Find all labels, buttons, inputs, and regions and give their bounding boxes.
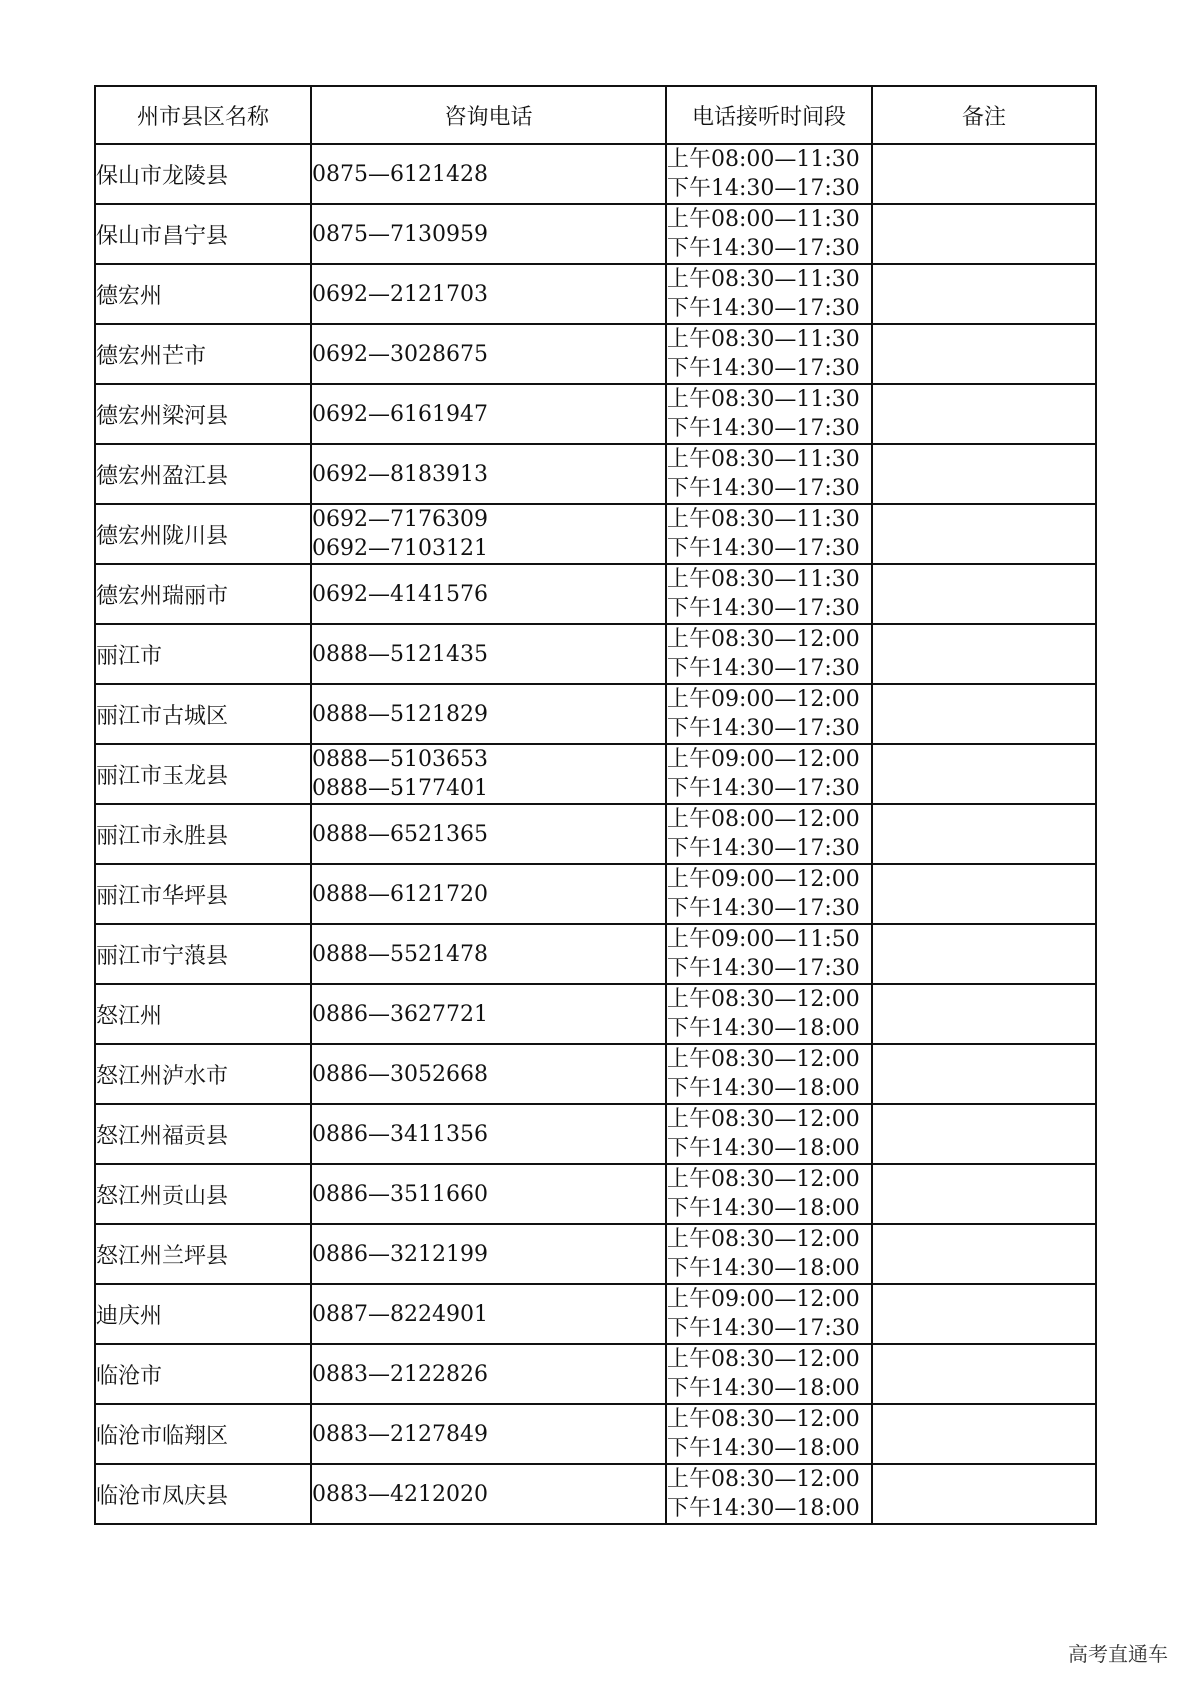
phone-cell <box>311 264 666 324</box>
region-name-cell: 德宏州瑞丽市 <box>95 564 311 624</box>
morning-hours: 上午08:30—12:00 <box>667 1167 860 1192</box>
phone-cell <box>311 1104 666 1164</box>
region-name-cell: 德宏州 <box>95 264 311 324</box>
phone-cell <box>311 444 666 504</box>
table-row <box>95 1224 1096 1284</box>
region-name-cell: 怒江州兰坪县 <box>95 1224 311 1284</box>
table-row <box>95 144 1096 204</box>
hours-cell <box>666 384 872 444</box>
region-name-cell: 怒江州福贡县 <box>95 1104 311 1164</box>
phone-number: 0875—6121428 <box>312 161 488 187</box>
morning-hours: 上午08:30—12:00 <box>667 1107 860 1132</box>
morning-hours: 上午08:30—12:00 <box>667 1407 860 1432</box>
afternoon-hours: 下午14:30—17:30 <box>667 476 860 501</box>
afternoon-hours: 下午14:30—18:00 <box>667 1436 860 1461</box>
morning-hours: 上午09:00—12:00 <box>667 687 860 712</box>
morning-hours: 上午09:00—12:00 <box>667 747 860 772</box>
afternoon-hours: 下午14:30—17:30 <box>667 776 860 801</box>
hours-cell <box>666 204 872 264</box>
note-cell <box>872 144 1096 204</box>
header-note: 备注 <box>872 86 1096 144</box>
table-row <box>95 1344 1096 1404</box>
morning-hours: 上午08:30—12:00 <box>667 1347 860 1372</box>
table-row <box>95 1104 1096 1164</box>
note-cell <box>872 204 1096 264</box>
morning-hours: 上午08:00—11:30 <box>667 147 860 172</box>
phone-number: 0883—2127849 <box>312 1421 488 1447</box>
phone-number: 0886—3052668 <box>312 1061 488 1087</box>
phone-cell <box>311 564 666 624</box>
phone-number: 0888—6121720 <box>312 881 488 907</box>
phone-number: 0692—4141576 <box>312 581 488 607</box>
note-cell <box>872 624 1096 684</box>
morning-hours: 上午08:30—12:00 <box>667 987 860 1012</box>
afternoon-hours: 下午14:30—17:30 <box>667 596 860 621</box>
afternoon-hours: 下午14:30—17:30 <box>667 416 860 441</box>
hours-cell <box>666 144 872 204</box>
phone-number: 0692—7176309 <box>312 507 488 532</box>
header-hours: 电话接听时间段 <box>666 86 872 144</box>
note-cell <box>872 744 1096 804</box>
region-name-cell: 丽江市古城区 <box>95 684 311 744</box>
morning-hours: 上午08:30—11:30 <box>667 267 860 292</box>
region-name-cell: 丽江市宁蒗县 <box>95 924 311 984</box>
morning-hours: 上午08:30—12:00 <box>667 1227 860 1252</box>
hours-cell <box>666 864 872 924</box>
morning-hours: 上午08:00—12:00 <box>667 807 860 832</box>
morning-hours: 上午08:30—11:30 <box>667 327 860 352</box>
phone-cell <box>311 1284 666 1344</box>
afternoon-hours: 下午14:30—18:00 <box>667 1256 860 1281</box>
hours-cell <box>666 324 872 384</box>
phone-cell <box>311 1464 666 1524</box>
note-cell <box>872 1284 1096 1344</box>
phone-number: 0883—4212020 <box>312 1481 488 1507</box>
note-cell <box>872 804 1096 864</box>
note-cell <box>872 384 1096 444</box>
phone-number: 0886—3212199 <box>312 1241 488 1267</box>
afternoon-hours: 下午14:30—18:00 <box>667 1496 860 1521</box>
table-row <box>95 444 1096 504</box>
hours-cell <box>666 564 872 624</box>
hours-cell <box>666 264 872 324</box>
morning-hours: 上午08:30—12:00 <box>667 1467 860 1492</box>
region-name-cell: 迪庆州 <box>95 1284 311 1344</box>
note-cell <box>872 564 1096 624</box>
morning-hours: 上午08:30—11:30 <box>667 387 860 412</box>
note-cell <box>872 924 1096 984</box>
phone-number: 0888—5177401 <box>312 776 488 801</box>
phone-cell <box>311 1044 666 1104</box>
note-cell <box>872 444 1096 504</box>
hours-cell <box>666 1284 872 1344</box>
table-row <box>95 204 1096 264</box>
phone-number: 0886—3411356 <box>312 1121 488 1147</box>
phone-number: 0692—7103121 <box>312 536 488 561</box>
table-row <box>95 924 1096 984</box>
afternoon-hours: 下午14:30—18:00 <box>667 1016 860 1041</box>
morning-hours: 上午09:00—12:00 <box>667 867 860 892</box>
phone-cell <box>311 504 666 564</box>
table-row <box>95 744 1096 804</box>
hours-cell <box>666 684 872 744</box>
note-cell <box>872 1044 1096 1104</box>
region-name-cell: 丽江市玉龙县 <box>95 744 311 804</box>
hours-cell <box>666 504 872 564</box>
hours-cell <box>666 1044 872 1104</box>
header-region: 州市县区名称 <box>95 86 311 144</box>
header-phone: 咨询电话 <box>311 86 666 144</box>
afternoon-hours: 下午14:30—17:30 <box>667 296 860 321</box>
phone-cell <box>311 1344 666 1404</box>
note-cell <box>872 1344 1096 1404</box>
morning-hours: 上午08:30—11:30 <box>667 567 860 592</box>
region-name-cell: 保山市龙陵县 <box>95 144 311 204</box>
hours-cell <box>666 1404 872 1464</box>
phone-number: 0888—5121829 <box>312 701 488 727</box>
hours-cell <box>666 624 872 684</box>
note-cell <box>872 504 1096 564</box>
table-row <box>95 264 1096 324</box>
hours-cell <box>666 1344 872 1404</box>
table-row <box>95 504 1096 564</box>
morning-hours: 上午08:30—11:30 <box>667 447 860 472</box>
morning-hours: 上午08:30—12:00 <box>667 627 860 652</box>
table-row <box>95 864 1096 924</box>
region-name-cell: 德宏州盈江县 <box>95 444 311 504</box>
region-name-cell: 临沧市临翔区 <box>95 1404 311 1464</box>
hours-cell <box>666 444 872 504</box>
region-name-cell: 德宏州梁河县 <box>95 384 311 444</box>
phone-cell <box>311 744 666 804</box>
hours-cell <box>666 804 872 864</box>
note-cell <box>872 324 1096 384</box>
region-name-cell: 丽江市 <box>95 624 311 684</box>
phone-cell <box>311 324 666 384</box>
afternoon-hours: 下午14:30—17:30 <box>667 176 860 201</box>
afternoon-hours: 下午14:30—17:30 <box>667 836 860 861</box>
afternoon-hours: 下午14:30—17:30 <box>667 536 860 561</box>
phone-cell <box>311 804 666 864</box>
phone-number: 0888—5121435 <box>312 641 488 667</box>
table-row <box>95 1164 1096 1224</box>
note-cell <box>872 264 1096 324</box>
table-row <box>95 624 1096 684</box>
phone-cell <box>311 684 666 744</box>
region-name-cell: 怒江州贡山县 <box>95 1164 311 1224</box>
table-row <box>95 684 1096 744</box>
phone-number: 0886—3511660 <box>312 1181 488 1207</box>
table-row <box>95 984 1096 1044</box>
table-row <box>95 1044 1096 1104</box>
note-cell <box>872 1164 1096 1224</box>
phone-number: 0887—8224901 <box>312 1301 488 1327</box>
region-name-cell: 怒江州 <box>95 984 311 1044</box>
phone-number: 0692—8183913 <box>312 461 488 487</box>
hours-cell <box>666 1464 872 1524</box>
region-name-cell: 保山市昌宁县 <box>95 204 311 264</box>
hours-cell <box>666 924 872 984</box>
phone-number: 0888—5521478 <box>312 941 488 967</box>
contact-table <box>94 85 1097 1525</box>
phone-cell <box>311 144 666 204</box>
hours-cell <box>666 1104 872 1164</box>
region-name-cell: 丽江市永胜县 <box>95 804 311 864</box>
phone-cell <box>311 624 666 684</box>
afternoon-hours: 下午14:30—17:30 <box>667 1316 860 1341</box>
afternoon-hours: 下午14:30—18:00 <box>667 1136 860 1161</box>
phone-number: 0888—6521365 <box>312 821 488 847</box>
phone-cell <box>311 924 666 984</box>
note-cell <box>872 1104 1096 1164</box>
afternoon-hours: 下午14:30—17:30 <box>667 896 860 921</box>
morning-hours: 上午08:00—11:30 <box>667 207 860 232</box>
table-row <box>95 804 1096 864</box>
phone-cell <box>311 864 666 924</box>
region-name-cell: 临沧市 <box>95 1344 311 1404</box>
note-cell <box>872 984 1096 1044</box>
phone-number: 0692—2121703 <box>312 281 488 307</box>
phone-number: 0692—6161947 <box>312 401 488 427</box>
hours-cell <box>666 1164 872 1224</box>
table-body <box>95 144 1096 1524</box>
table-row <box>95 384 1096 444</box>
region-name-cell: 德宏州陇川县 <box>95 504 311 564</box>
table-row <box>95 1404 1096 1464</box>
hours-cell <box>666 744 872 804</box>
phone-cell <box>311 1224 666 1284</box>
afternoon-hours: 下午14:30—18:00 <box>667 1196 860 1221</box>
note-cell <box>872 1224 1096 1284</box>
morning-hours: 上午09:00—11:50 <box>667 927 860 952</box>
table-row <box>95 1464 1096 1524</box>
region-name-cell: 怒江州泸水市 <box>95 1044 311 1104</box>
afternoon-hours: 下午14:30—18:00 <box>667 1376 860 1401</box>
note-cell <box>872 1404 1096 1464</box>
region-name-cell: 临沧市凤庆县 <box>95 1464 311 1524</box>
morning-hours: 上午08:30—12:00 <box>667 1047 860 1072</box>
region-name-cell: 丽江市华坪县 <box>95 864 311 924</box>
phone-number: 0875—7130959 <box>312 221 488 247</box>
afternoon-hours: 下午14:30—17:30 <box>667 956 860 981</box>
phone-number: 0692—3028675 <box>312 341 488 367</box>
phone-cell <box>311 1164 666 1224</box>
afternoon-hours: 下午14:30—17:30 <box>667 656 860 681</box>
afternoon-hours: 下午14:30—17:30 <box>667 356 860 381</box>
morning-hours: 上午09:00—12:00 <box>667 1287 860 1312</box>
region-name-cell: 德宏州芒市 <box>95 324 311 384</box>
phone-cell <box>311 384 666 444</box>
hours-cell <box>666 1224 872 1284</box>
afternoon-hours: 下午14:30—18:00 <box>667 1076 860 1101</box>
phone-cell <box>311 1404 666 1464</box>
table-row <box>95 564 1096 624</box>
note-cell <box>872 1464 1096 1524</box>
phone-cell <box>311 984 666 1044</box>
header-row <box>95 86 1096 144</box>
phone-number: 0888—5103653 <box>312 747 488 772</box>
phone-cell <box>311 204 666 264</box>
hours-cell <box>666 984 872 1044</box>
watermark: 高考直通车 <box>1068 1642 1168 1666</box>
table-row <box>95 1284 1096 1344</box>
note-cell <box>872 684 1096 744</box>
afternoon-hours: 下午14:30—17:30 <box>667 716 860 741</box>
morning-hours: 上午08:30—11:30 <box>667 507 860 532</box>
table-row <box>95 324 1096 384</box>
phone-number: 0886—3627721 <box>312 1001 488 1027</box>
phone-number: 0883—2122826 <box>312 1361 488 1387</box>
note-cell <box>872 864 1096 924</box>
afternoon-hours: 下午14:30—17:30 <box>667 236 860 261</box>
